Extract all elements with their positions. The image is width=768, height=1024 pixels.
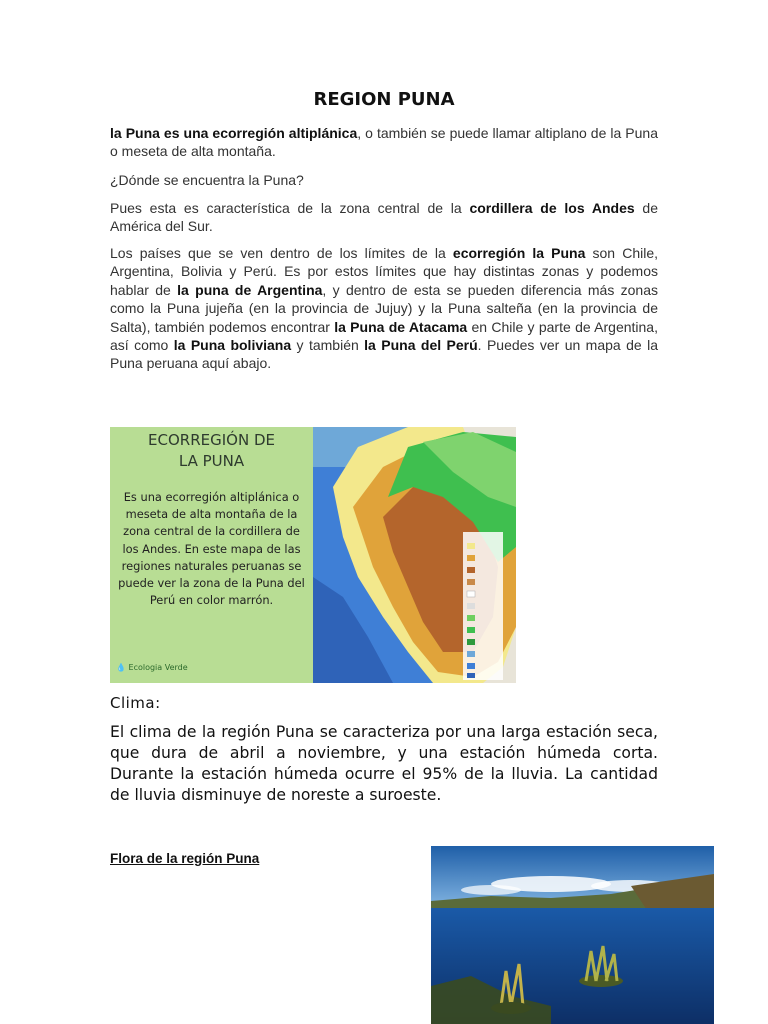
countries-bold-2: la puna de Argentina xyxy=(177,281,323,298)
question-paragraph: ¿Dónde se encuentra la Puna? xyxy=(110,172,304,188)
infographic-description: Es una ecorregión altiplánica o meseta de alta montaña de la zona central de la cordillera de los Andes. En este mapa de las regiones naturales peruanas se puede ver la zona de la Puna del Perú en color marrón. xyxy=(118,490,305,608)
grass-tuft-base xyxy=(491,1002,531,1014)
infographic-title xyxy=(110,430,313,472)
infographic-title-line-1: ECORREGIÓN DE xyxy=(148,431,275,449)
ecologia-verde-logo xyxy=(116,663,188,672)
countries-text-f: . Puedes ver un mapa de la Puna peruana aquí abajo. xyxy=(110,337,658,372)
countries-text-e: y también xyxy=(291,337,365,354)
logo-text: Ecologia Verde xyxy=(128,663,188,672)
countries-text-d: en Chile y parte de Argentina, así como xyxy=(110,318,658,354)
page-title: REGION PUNA xyxy=(313,89,455,110)
countries-text-c: , y dentro de esta se pueden diferencia más zonas como la Puna jujeña (en la provincia de Jujuy) y la Puna salteña (en la provincia de Salta), también podemos encontrar xyxy=(110,281,658,335)
countries-bold-1: ecorregión la Puna xyxy=(452,245,586,261)
peru-regions-map xyxy=(313,427,516,683)
countries-bold-3: la Puna de Atacama xyxy=(334,318,468,335)
intro-text: , o también se puede llamar altiplano de la Puna o meseta de alta montaña. xyxy=(110,125,658,160)
location-paragraph xyxy=(110,199,658,236)
location-bold: cordillera de los Andes xyxy=(469,200,635,216)
leaf-icon: 💧 xyxy=(116,663,126,672)
intro-paragraph xyxy=(110,124,658,161)
intro-bold: la Puna es una ecorregión altiplánica xyxy=(110,125,358,141)
countries-bold-4: la Puna boliviana xyxy=(173,337,292,354)
location-text-a: Pues esta es característica de la zona central de la xyxy=(110,200,470,216)
flora-heading: Flora de la región Puna xyxy=(110,851,260,866)
puna-ecoregion-infographic xyxy=(110,427,516,683)
countries-text-a: Los países que se ven dentro de los límites de la xyxy=(110,245,453,261)
countries-paragraph xyxy=(110,244,658,373)
infographic-title-line-2: LA PUNA xyxy=(178,452,245,470)
clima-heading: Clima: xyxy=(110,694,161,712)
countries-bold-5: la Puna del Perú xyxy=(364,337,478,354)
countries-text-b: son Chile, Argentina, Bolivia y Perú. Es por estos límites que hay distintas zonas y podemos hablar de xyxy=(110,245,659,298)
cloud xyxy=(461,885,521,895)
infographic-text-panel xyxy=(110,427,313,683)
location-text-b: de América del Sur. xyxy=(110,200,659,235)
puna-lagoon-photo xyxy=(431,846,714,1024)
clima-paragraph: El clima de la región Puna se caracteriza por una larga estación seca, que dura de abril a noviembre, y una estación húmeda corta. Durante la estación húmeda ocurre el 95% de la lluvia. La cantidad de lluvia disminuye de noreste a suroeste. xyxy=(110,723,658,804)
